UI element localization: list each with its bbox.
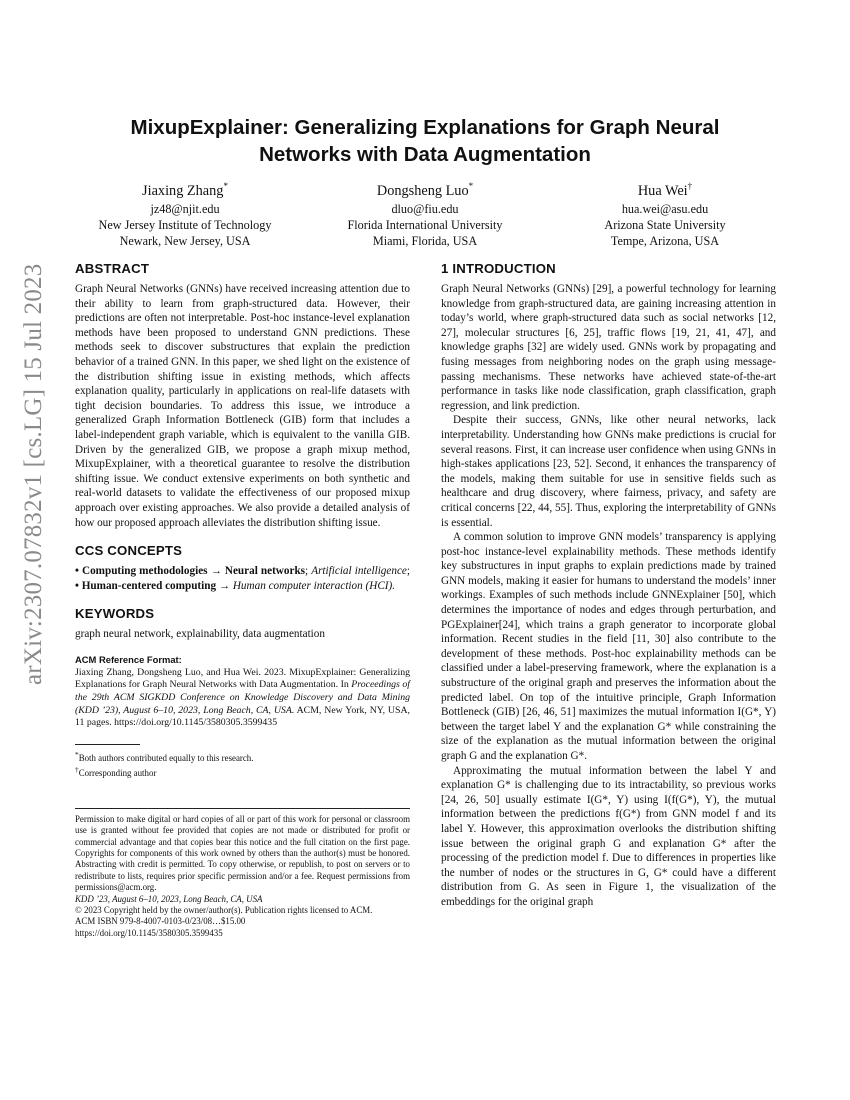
ccs-section [75,542,410,593]
ccs-heading: CCS CONCEPTS [75,543,183,559]
title-line-1: MixupExplainer: Generalizing Explanations for Graph Neural [130,116,720,139]
permission-copyright: © 2023 Copyright held by the owner/author(s). Publication rights licensed to ACM. [75,905,373,916]
footnote-1: *Both authors contributed equally to this research. [75,749,254,763]
permission-rule [75,808,410,809]
footnote-2: †Corresponding author [75,765,157,779]
author-location: Tempe, Arizona, USA [610,234,720,248]
paper-title [70,114,780,168]
ccs-bullet-2: • Human-centered computing [75,579,217,592]
author-email[interactable]: jz48@njit.edu [150,202,220,216]
keywords-heading: KEYWORDS [75,606,155,622]
author-name: Dongsheng Luo [376,183,469,199]
abstract-heading: ABSTRACT [75,261,150,276]
permission-notice: Permission to make digital or hard copies of all or part of this work for personal or classroom use is granted without fee provided that copies are not made or distributed for profit or commercial advantage and that copies bear this notice and the full citation on the first page. Copyrights for components of this work owned by others than the author(s) must be honored. Abstracting with credit is permitted. To copy otherwise, or republish, to post on servers or to redistribute to lists, requires prior specific permission and/or a fee. Request permissions from permissions@acm.org. [75,813,410,893]
author-mark: * [223,181,228,192]
author-location: Newark, New Jersey, USA [119,234,251,248]
reference-format [75,654,410,730]
author-mark: * [468,181,474,192]
reference-format-text: Jiaxing Zhang, Dongsheng Luo, and Hua Wei. 2023. MixupExplainer: Generalizing Explanations for Graph Neural Networks with Data Augmentation. In Proceedings of the 29th ACM SIGKDD Conference on Knowledge Discovery and Data Mining (KDD ’23), August 6–10, 2023, Long Beach, CA, USA. ACM, New York, NY, USA, 11 pages. https://doi.org/10.1145/3580305.3599435 [75,666,410,729]
author-2 [305,182,545,249]
abstract-section [75,260,410,530]
author-block [75,182,775,252]
author-affiliation: Arizona State University [604,218,726,232]
author-affiliation: Florida International University [347,218,503,232]
ccs-bullet-1-detail: Artificial intelligence [311,565,407,578]
author-email[interactable]: hua.wei@asu.edu [621,202,709,216]
author-3 [545,182,785,249]
keywords-text: graph neural network, explainability, data augmentation [75,628,325,641]
author-affiliation: New Jersey Institute of Technology [98,218,272,232]
title-line-2: Networks with Data Augmentation [259,143,591,166]
arxiv-stamp[interactable]: arXiv:2307.07832v1 [cs.LG] 15 Jul 2023 [20,263,47,685]
reference-format-heading: ACM Reference Format: [75,653,182,665]
abstract-text: Graph Neural Networks (GNNs) have received increasing attention due to their ability to learn from graph-structured data. However, their predictions are often not interpretable. Post-hoc instance-level explanation methods have been proposed to understand GNN predictions. These methods seek to discover substructures that explain the prediction behavior of a trained GNN. In this paper, we shed light on the existence of the distribution shifting issue in existing methods, which affects explanation quality, particularly in applications on real-life datasets with tight decision boundaries. To address this issue, we introduce a generalized Graph Information Bottleneck (GIB) form that includes a label-independent graph variable, which is equivalent to the vanilla GIB. Driven by the generalized GIB, we propose a graph mixup method, MixupExplainer, with a theoretical guarantee to resolve the distribution shifting issue. We conduct extensive experiments on both synthetic and real-world datasets to validate the effectiveness of our proposed mixup approach over existing approaches. We also provide a detailed analysis of how our proposed approach alleviates the distribution shifting issue. [75,283,410,529]
author-1 [65,182,305,249]
ccs-bullet-2-detail: Human computer interaction (HCI). [232,579,396,592]
permission-isbn: ACM ISBN 979-8-4007-0103-0/23/08…$15.00 [75,916,246,927]
intro-paragraph-1: Graph Neural Networks (GNNs) [29], a powerful technology for learning knowledge from graph-structured data, are gaining increasing attention in today’s world, where graph-structured data such as social networks [12, 27], molecular structures [6, 25], traffic flows [19, 21, 41, 47], and knowledge graphs [32] are widely used. GNNs work by propagating and fusing messages from neighboring nodes on the graph using message-passing mechanisms. These networks have achieved state-of-the-art performance in tasks like node classification, graph classification, graph regression, and link prediction. [441,283,776,412]
author-name: Hua Wei [637,183,688,199]
author-location: Miami, Florida, USA [372,234,478,248]
footnote-rule [75,744,140,745]
permission-doi[interactable]: https://doi.org/10.1145/3580305.3599435 [75,927,223,938]
ccs-bullet-1: • Computing methodologies → Neural networks [75,565,306,578]
left-column [75,260,410,939]
author-email[interactable]: dluo@fiu.edu [391,202,459,216]
intro-paragraph-3: A common solution to improve GNN models’ transparency is applying post-hoc instance-level explainability methods. These methods identify key substructures in input graphs to explain predictions made by trained GNN models, making it easier for humans to understand the models’ inner workings. Examples of such methods include GNNExplainer [50], which determines the importance of nodes and edges through perturbation, and PGExplainer[24], which trains a graph generator to incorporate global information. Recent studies in the field [11, 30] also contribute to the development of these methods. Post-hoc explainability methods can be classified under a label-preserving framework, where the explanation is a substructure of the original graph and preserves the information about the predicted label. On top of the intuitive principle, Graph Information Bottleneck (GIB) [26, 46, 51] maximizes the mutual information I(G*, Y) between the target label Y and the explanation G* while constraining the size of the explanation as the mutual information between the original graph G and the explanation G*. [441,531,776,762]
introduction-heading: 1 INTRODUCTION [441,261,556,276]
intro-paragraph-4: Approximating the mutual information between the label Y and explanation G* is challenging due to its intractability, so previous works [24, 26, 50] usually estimate I(G*, Y) using I(f(G*), Y), the mutual information between the predictions f(G*) from GNN model f and its label Y. However, this approximation overlooks the distribution shifting issue between the original graph G and explanation G* after the processing of the prediction model f. Due to differences in properties like the number of nodes or the structures in G, G* could have a different distribution from G. As seen in Figure 1, the visualization of the embeddings for the original graph [441,764,776,908]
right-column [441,260,776,910]
author-name: Jiaxing Zhang [142,183,224,199]
reference-venue: Proceedings of the 29th ACM SIGKDD Conference on Knowledge Discovery and Data Mining (KDD ’23), August 6–10, 2023, Long Beach, CA, USA. [75,679,410,716]
keywords-section [75,605,410,642]
intro-paragraph-2: Despite their success, GNNs, like other neural networks, lack interpretability. Understanding how GNNs make predictions is crucial for several reasons. First, it can increase user confidence when using GNNs in high-stakes applications [23, 52]. Second, it enhances the transparency of the models, making them suitable for use in sensitive fields such as healthcare and drug discovery, where fairness, privacy, and safety are critical concerns [22, 44, 55]. Thus, exploring the interpretability of GNNs is essential. [441,414,776,529]
ccs-concepts: • Computing methodologies → Neural networks; Artificial intelligence; • Human-centered computing → Human computer interaction (HCI). [75,565,411,592]
author-mark: † [687,181,693,192]
permission-venue: KDD ’23, August 6–10, 2023, Long Beach, CA, USA [75,893,263,904]
